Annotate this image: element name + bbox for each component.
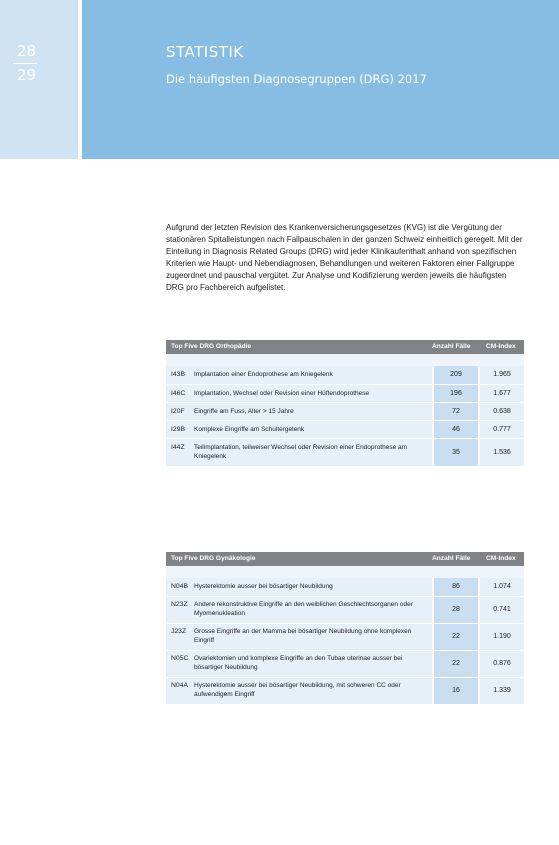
cm-index: 0.876 [493,660,511,667]
cm-index: 1.677 [493,390,511,397]
table-row [166,421,524,439]
table-row [166,366,524,385]
drg-code: N04B [171,583,189,590]
drg-description: Eingriffe am Fuss, Alter > 15 Jahre [194,408,294,415]
case-count: 16 [452,687,460,694]
col-header-count: Anzahl Fälle [432,343,471,350]
table-row [166,403,524,421]
table-row [166,651,524,678]
gynaekologie-table [166,552,524,705]
drg-code: J23Z [171,628,187,635]
drg-description: Grosse Eingriffe an der Mamma bei bösartiger Neubildung ohne komplexen Eingriff [194,628,412,644]
col-header-count: Anzahl Fälle [432,555,471,562]
table-row [166,578,524,597]
table-spacer [166,354,524,366]
drg-description: Hysterektomie ausser bei bösartiger Neubildung, mit schweren CC oder aufwendigem Eingriff [194,682,401,698]
table-title: Top Five DRG Orthopädie [171,343,252,350]
cm-index: 1.190 [493,633,511,640]
page-number-divider [13,63,37,64]
table-spacer [166,566,524,578]
case-count: 35 [452,449,460,456]
page-number-right: 29 [17,66,37,84]
case-count: 28 [452,606,460,613]
col-header-cm: CM-Index [486,555,516,562]
table-row [166,385,524,403]
cm-index: 0.777 [493,426,511,433]
table-row [166,624,524,651]
page-title: STATISTIK [166,43,244,61]
page-number-panel [0,0,78,159]
drg-code: I46C [171,390,186,397]
drg-code: I29B [171,426,185,433]
drg-code: N05C [171,655,189,662]
case-count: 46 [452,426,460,433]
drg-code: I44Z [171,444,185,451]
orthopaedie-table [166,340,524,467]
case-count: 196 [450,390,462,397]
case-count: 86 [452,583,460,590]
table-row [166,678,524,705]
drg-description: Teilimplantation, teilweiser Wechsel oder Revision einer Endoprothese am Kniegelenk [194,444,408,460]
cm-index: 1.074 [493,583,511,590]
intro-paragraph: Aufgrund der letzten Revision des Krankenversicherungsgesetzes (KVG) ist die Vergütung der stationären Spitalleistungen nach Fallpauschalen in der ganzen Schweiz einheitlich geregelt. Mit der Einteilung in Diagnosis Related Groups (DRG) wird jeder Klinikaufenthalt anhand von spezifischen Kriterien wie Haupt- und Nebendiagnosen, Behandlungen und weiteren Faktoren einer Fallgruppe zugeordnet und pauschal vergütet. Zur Analyse und Kodifizierung werden jeweils die häufigsten DRG pro Fachbereich aufgelistet. [166,223,523,292]
drg-code: I43B [171,371,185,378]
cm-index: 1.536 [493,449,511,456]
table-title: Top Five DRG Gynäkologie [171,555,256,562]
drg-code: N04A [171,682,189,689]
table-header [166,552,524,566]
case-count: 72 [452,408,460,415]
drg-code: N23Z [171,601,188,608]
drg-description: Ovariektomien und komplexe Eingriffe an den Tubae uterinae ausser bei bösartiger Neubildung [194,655,403,671]
table-header [166,340,524,354]
cm-index: 0.741 [493,606,511,613]
case-count: 209 [450,371,462,378]
case-count: 22 [452,633,460,640]
cm-index: 0.638 [493,408,511,415]
drg-description: Komplexe Eingriffe am Schultergelenk [194,426,305,433]
table-row [166,597,524,624]
page-number-left: 28 [17,42,37,60]
col-header-cm: CM-Index [486,343,516,350]
drg-description: Implantation, Wechsel oder Revision einer Hüftendoprothese [194,390,370,397]
case-count: 22 [452,660,460,667]
drg-description: Hysterektomie ausser bei bösartiger Neubildung [194,583,333,590]
drg-description: Implantation einer Endoprothese am Kniegelenk [194,371,333,378]
page-subtitle: Die häufigsten Diagnosegruppen (DRG) 2017 [166,72,427,86]
table-row [166,439,524,467]
drg-description: Andere rekonstruktive Eingriffe an den weiblichen Geschlechtsorganen oder Myomenukleation [194,601,413,617]
drg-code: I20F [171,408,185,415]
cm-index: 1.339 [493,687,511,694]
cm-index: 1.965 [493,371,511,378]
